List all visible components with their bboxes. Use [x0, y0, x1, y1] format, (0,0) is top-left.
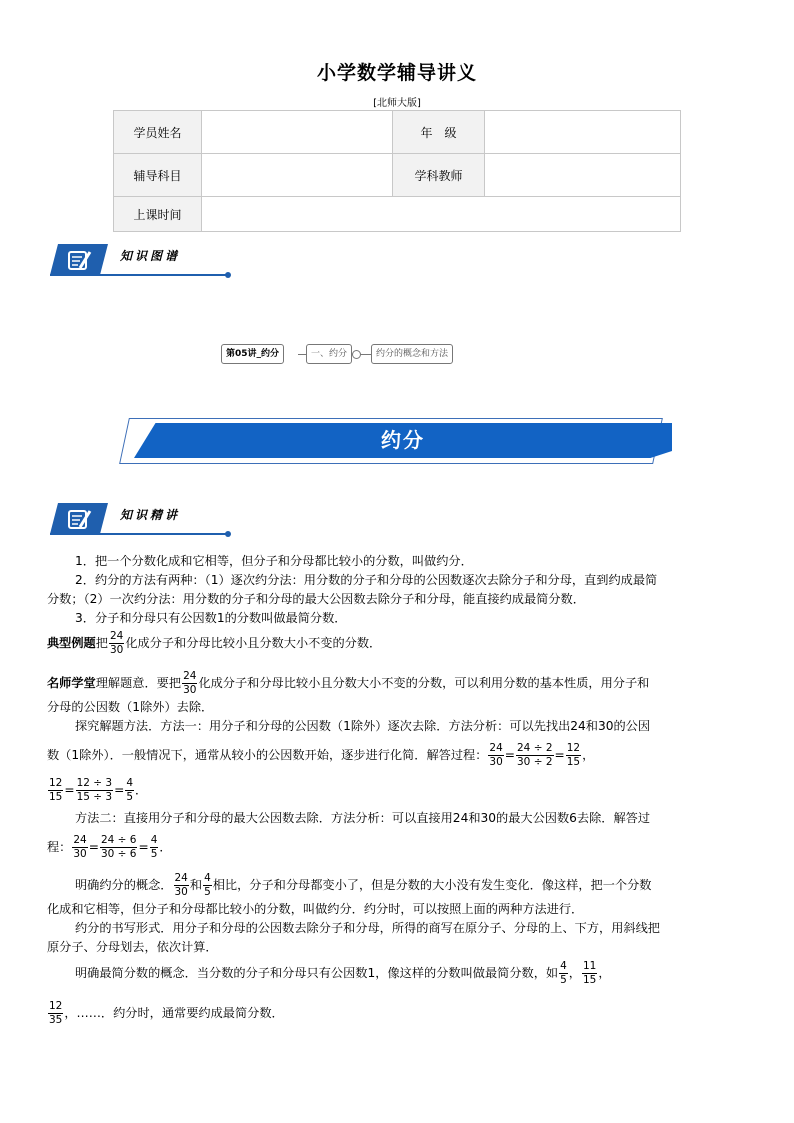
collapse-toggle-icon[interactable] [352, 350, 361, 359]
numerator: 24 ÷ 6 [100, 834, 137, 846]
text: 理解题意．要把 [95, 676, 182, 690]
section-title-lecture: 知识精讲 [120, 508, 181, 522]
example-line [47, 630, 381, 657]
point-2b: 分数；（2）一次约分法：用分数的分子和分母的最大公因数去除分子和分母，能直接约成最简分数． [47, 592, 585, 606]
point-1: 1．把一个分数化成和它相等，但分子和分母都比较小的分数，叫做约分． [75, 554, 473, 568]
fraction [100, 834, 138, 861]
analysis-line-13 [47, 1000, 284, 1027]
numerator: 12 ÷ 3 [76, 777, 113, 789]
numerator: 4 [560, 960, 567, 972]
denominator: 15 [566, 756, 581, 768]
analysis-line-3: 探究解题方法．方法一：用分子和分母的公因数（1除外）逐次去除．方法分析：可以先找出24和30的公因 [75, 719, 651, 733]
text: 明确最简分数的概念．当分数的分子和分母只有公因数1，像这样的分数叫做最简分数，如 [75, 966, 559, 980]
banner-title: 约分 [381, 428, 425, 452]
fraction [48, 1000, 63, 1027]
numerator: 12 [49, 777, 63, 789]
text: 明确约分的概念． [75, 878, 173, 892]
point-3: 3．分子和分母只有公因数1的分数叫做最简分数． [75, 611, 347, 625]
numerator: 12 [49, 1000, 63, 1012]
analysis-line-2: 分母的公因数（1除外）去除． [47, 700, 214, 714]
example-label: 典型例题 [47, 636, 96, 650]
section-title-map: 知识图谱 [120, 249, 181, 263]
period: ． [159, 840, 172, 854]
point-2a: 2．约分的方法有两种：（1）逐次约分法：用分数的分子和分母的公因数逐次去除分子和分母，直到约成最简 [75, 573, 658, 587]
analysis-line-10: 约分的书写形式．用分子和分母的公因数去除分子和分母，所得的商写在原分子、分母的上、下方，用斜线把 [75, 921, 660, 935]
subject-label: 辅导科目 [114, 154, 202, 197]
text: 化成分子和分母比较小且分数大小不变的分数，可以利用分数的基本性质，用分子和 [198, 676, 650, 690]
fraction [125, 777, 134, 804]
analysis-line-5 [47, 777, 147, 804]
denominator: 30 [489, 756, 503, 768]
comma: ， [582, 748, 595, 762]
denominator: 15 ÷ 3 [76, 791, 113, 803]
numerator: 12 [566, 742, 581, 754]
numerator: 24 [73, 834, 87, 846]
denominator: 30 [73, 848, 87, 860]
header-underline [50, 274, 228, 276]
numerator: 4 [126, 777, 134, 789]
grade-field[interactable] [485, 111, 681, 154]
section-header-lecture [50, 503, 232, 539]
fraction [559, 960, 568, 987]
fraction [48, 777, 63, 804]
equals: = [138, 840, 149, 854]
fraction [109, 630, 124, 657]
analysis-line-1 [47, 670, 649, 697]
mindmap-root[interactable]: 第05讲_约分 [221, 344, 284, 364]
class-time-field[interactable] [202, 197, 681, 232]
fraction [566, 742, 581, 769]
notepad-icon [68, 249, 92, 271]
denominator: 30 [109, 644, 124, 656]
fraction [182, 670, 197, 697]
fraction [76, 777, 114, 804]
analysis-line-9: 化成和它相等，但分子和分母都比较小的分数，叫做约分．约分时，可以按照上面的两种方法进行． [47, 902, 584, 916]
text: 把 [95, 636, 108, 650]
text: ，……．约分时，通常要约成最简分数． [64, 1006, 284, 1020]
fraction [516, 742, 554, 769]
student-info-table [113, 110, 681, 232]
denominator: 35 [49, 1014, 63, 1026]
denominator: 5 [126, 791, 134, 803]
student-name-field[interactable] [202, 111, 393, 154]
fraction [150, 834, 159, 861]
notepad-icon [68, 508, 92, 530]
header-dot [225, 531, 231, 537]
text: 数（1除外）．一般情况下，通常从较小的公因数开始，逐步进行化简．解答过程： [47, 748, 488, 762]
grade-label: 年 级 [393, 111, 485, 154]
subject-field[interactable] [202, 154, 393, 197]
class-time-label: 上课时间 [114, 197, 202, 232]
analysis-label: 名师学堂 [47, 676, 96, 690]
denominator: 30 [174, 886, 188, 898]
section-header-map [50, 244, 232, 280]
mindmap-connector [298, 354, 306, 355]
numerator: 24 [109, 630, 124, 642]
numerator: 24 [183, 670, 197, 682]
numerator: 24 [174, 872, 188, 884]
numerator: 11 [582, 960, 597, 972]
header-underline [50, 533, 228, 535]
mindmap-leaf[interactable]: 约分的概念和方法 [371, 344, 453, 364]
numerator: 4 [150, 834, 158, 846]
edition-label: [北师大版] [373, 98, 421, 109]
fraction [72, 834, 87, 861]
denominator: 5 [560, 974, 567, 986]
equals: = [64, 783, 75, 797]
teacher-field[interactable] [485, 154, 681, 197]
analysis-line-12 [75, 960, 611, 987]
comma: ， [568, 966, 581, 980]
mindmap-child[interactable]: 一、约分 [306, 344, 352, 364]
text: 和 [189, 878, 203, 892]
analysis-line-6: 方法二：直接用分子和分母的最大公因数去除．方法分析：可以直接用24和30的最大公因数6去除．解答过 [75, 811, 651, 825]
text: 程： [47, 840, 72, 854]
text: 化成分子和分母比较小且分数大小不变的分数． [125, 636, 382, 650]
teacher-label: 学科教师 [393, 154, 485, 197]
denominator: 15 [582, 974, 597, 986]
denominator: 30 ÷ 2 [517, 756, 553, 768]
text: 相比，分子和分母都变小了，但是分数的大小没有发生变化．像这样，把一个分数 [212, 878, 652, 892]
period: ． [135, 783, 148, 797]
numerator: 24 [489, 742, 503, 754]
fraction [488, 742, 503, 769]
denominator: 5 [204, 886, 211, 898]
header-dot [225, 272, 231, 278]
denominator: 5 [150, 848, 158, 860]
analysis-line-7 [47, 834, 172, 861]
analysis-line-4 [47, 742, 594, 769]
fraction [582, 960, 597, 987]
page-title: 小学数学辅导讲义 [316, 62, 477, 84]
equals: = [504, 748, 515, 762]
denominator: 30 ÷ 6 [100, 848, 137, 860]
comma: ， [598, 966, 611, 980]
fraction [203, 872, 212, 899]
equals: = [88, 840, 99, 854]
analysis-line-8 [75, 872, 652, 899]
fraction [174, 872, 189, 899]
numerator: 4 [204, 872, 211, 884]
denominator: 15 [49, 791, 63, 803]
analysis-line-11: 原分子、分母划去，依次计算． [47, 940, 218, 954]
denominator: 30 [183, 684, 197, 696]
student-name-label: 学员姓名 [114, 111, 202, 154]
equals: = [114, 783, 125, 797]
equals: = [554, 748, 565, 762]
numerator: 24 ÷ 2 [517, 742, 553, 754]
